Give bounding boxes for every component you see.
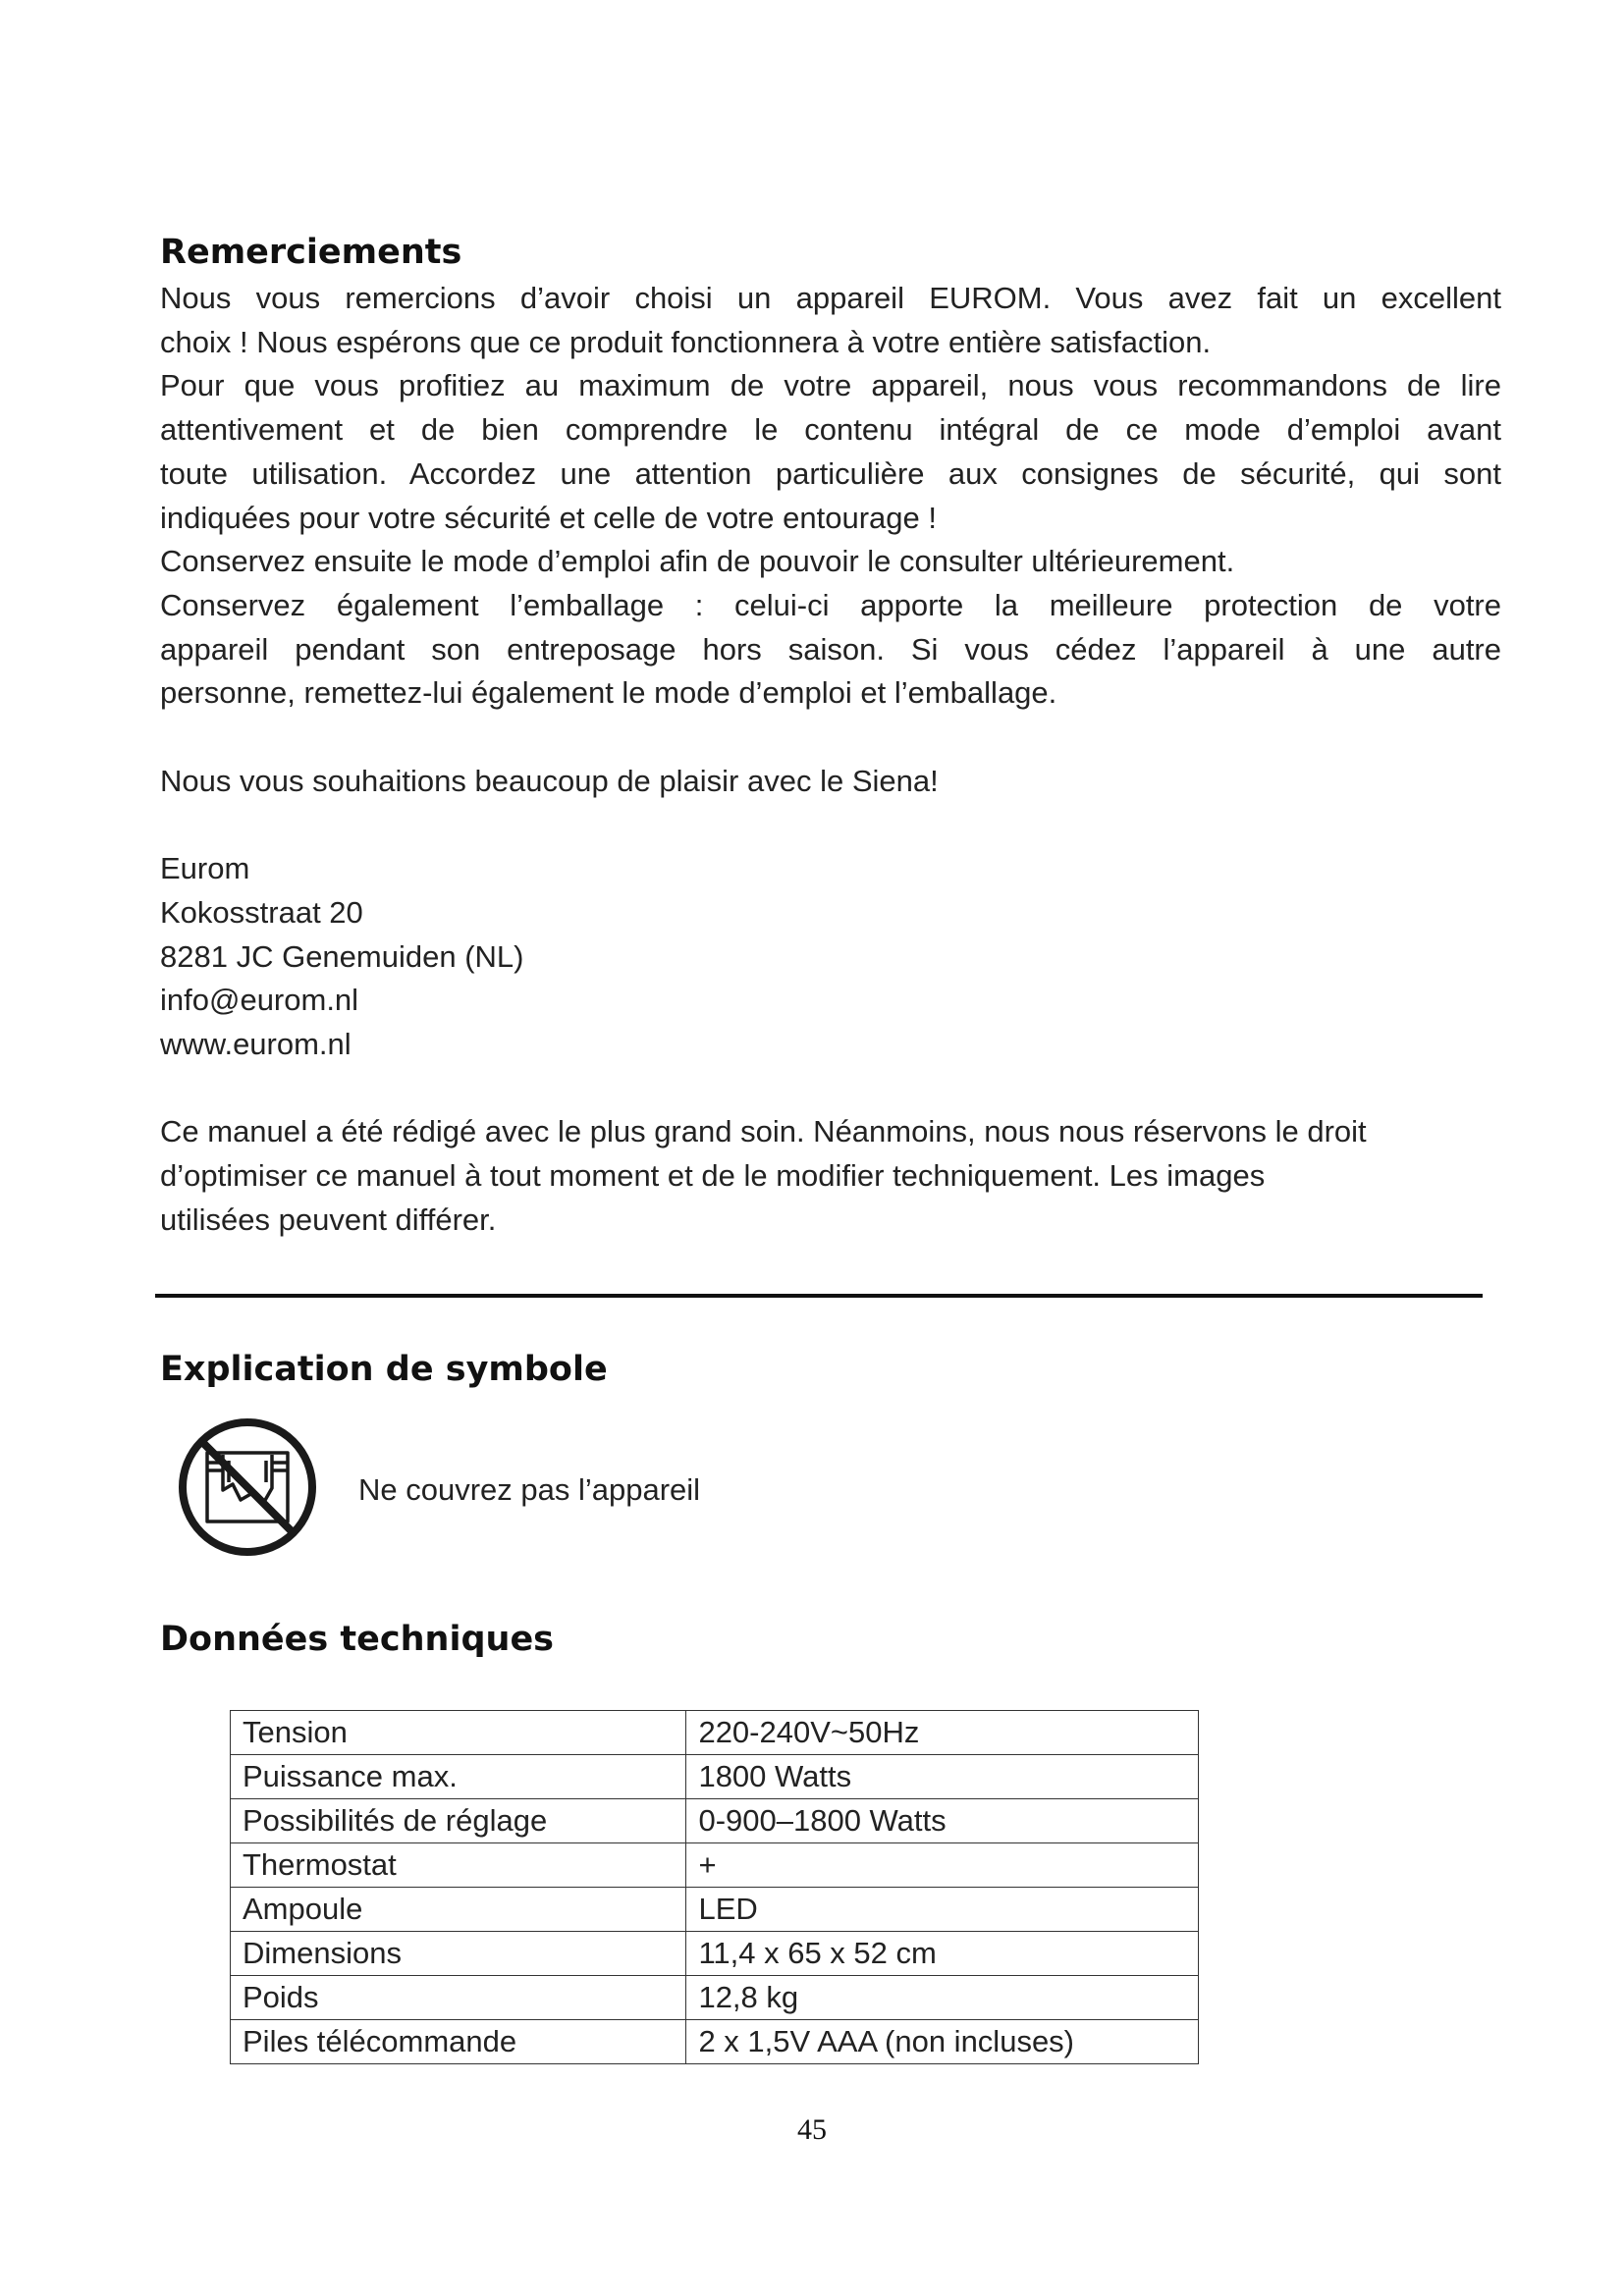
intro-line: Nous vous remercions d’avoir choisi un appareil EUROM. Vous avez fait un excellent (160, 281, 1501, 315)
do-not-cover-label: Ne couvrez pas l’appareil (358, 1472, 701, 1507)
technical-heading: Données techniques (160, 1620, 555, 1659)
intro-line: Pour que vous profitiez au maximum de votre appareil, nous vous recommandons de lire (160, 368, 1501, 403)
remerciements-section (160, 228, 1501, 1242)
section-divider (155, 1294, 1483, 1298)
intro-line: Conservez ensuite le mode d’emploi afin de pouvoir le consulter ultérieurement. (160, 544, 1235, 579)
table-row (231, 1711, 1199, 1755)
company-name: Eurom (160, 851, 250, 886)
remerciements-heading: Remerciements (160, 233, 462, 272)
table-row (231, 1843, 1199, 1888)
spec-value: 12,8 kg (686, 1976, 1199, 2020)
disclaimer-line: d’optimiser ce manuel à tout moment et de le modifier techniquement. Les images (160, 1158, 1266, 1194)
company-email: info@eurom.nl (160, 983, 359, 1018)
technical-section (160, 1615, 1501, 2058)
intro-line: personne, remettez-lui également le mode d’emploi et l’emballage. (160, 675, 1057, 711)
spec-label: Thermostat (231, 1843, 686, 1888)
spec-label: Ampoule (231, 1888, 686, 1932)
intro-line: toute utilisation. Accordez une attention particulière aux consignes de sécurité, qui sont (160, 455, 1501, 491)
intro-line: appareil pendant son entreposage hors saison. Si vous cédez l’appareil à une autre (160, 631, 1501, 667)
table-row (231, 2020, 1199, 2064)
spec-label: Possibilités de réglage (231, 1799, 686, 1843)
company-address (160, 847, 1501, 1067)
disclaimer-paragraph (160, 1110, 1501, 1242)
company-city: 8281 JC Genemuiden (NL) (160, 938, 524, 974)
spec-label: Puissance max. (231, 1755, 686, 1799)
intro-line: indiquées pour votre sécurité et celle de votre entourage ! (160, 500, 937, 535)
symbol-section (160, 1345, 1501, 1507)
spec-value: LED (686, 1888, 1199, 1932)
disclaimer-line: Ce manuel a été rédigé avec le plus grand soin. Néanmoins, nous nous réservons le droit (160, 1114, 1367, 1149)
company-website: www.eurom.nl (160, 1026, 352, 1061)
intro-line: attentivement et de bien comprendre le contenu intégral de ce mode d’emploi avant (160, 412, 1501, 448)
table-row (231, 1755, 1199, 1799)
page-number: 45 (797, 2113, 827, 2146)
table-row (231, 1888, 1199, 1932)
table-row (231, 1799, 1199, 1843)
spec-value: + (686, 1843, 1199, 1888)
company-street: Kokosstraat 20 (160, 894, 363, 930)
spec-label: Poids (231, 1976, 686, 2020)
intro-line: choix ! Nous espérons que ce produit fonctionnera à votre entière satisfaction. (160, 324, 1212, 359)
wish-text: Nous vous souhaitions beaucoup de plaisir avec le Siena! (160, 763, 939, 798)
spec-value: 220-240V~50Hz (686, 1711, 1199, 1755)
table-row (231, 1976, 1199, 2020)
specs-table (230, 1710, 1199, 2064)
table-row (231, 1932, 1199, 1976)
symbol-heading: Explication de symbole (160, 1350, 608, 1389)
spec-value: 1800 Watts (686, 1755, 1199, 1799)
spec-value: 2 x 1,5V AAA (non incluses) (686, 2020, 1199, 2064)
intro-paragraph (160, 277, 1501, 716)
do-not-cover-icon (172, 1412, 323, 1563)
intro-line: Conservez également l’emballage : celui-ci apporte la meilleure protection de votre (160, 587, 1501, 622)
spec-label: Tension (231, 1711, 686, 1755)
spec-label: Piles télécommande (231, 2020, 686, 2064)
spec-value: 0-900–1800 Watts (686, 1799, 1199, 1843)
spec-label: Dimensions (231, 1932, 686, 1976)
disclaimer-line: utilisées peuvent différer. (160, 1201, 497, 1237)
symbol-item (172, 1412, 1056, 1569)
spec-value: 11,4 x 65 x 52 cm (686, 1932, 1199, 1976)
